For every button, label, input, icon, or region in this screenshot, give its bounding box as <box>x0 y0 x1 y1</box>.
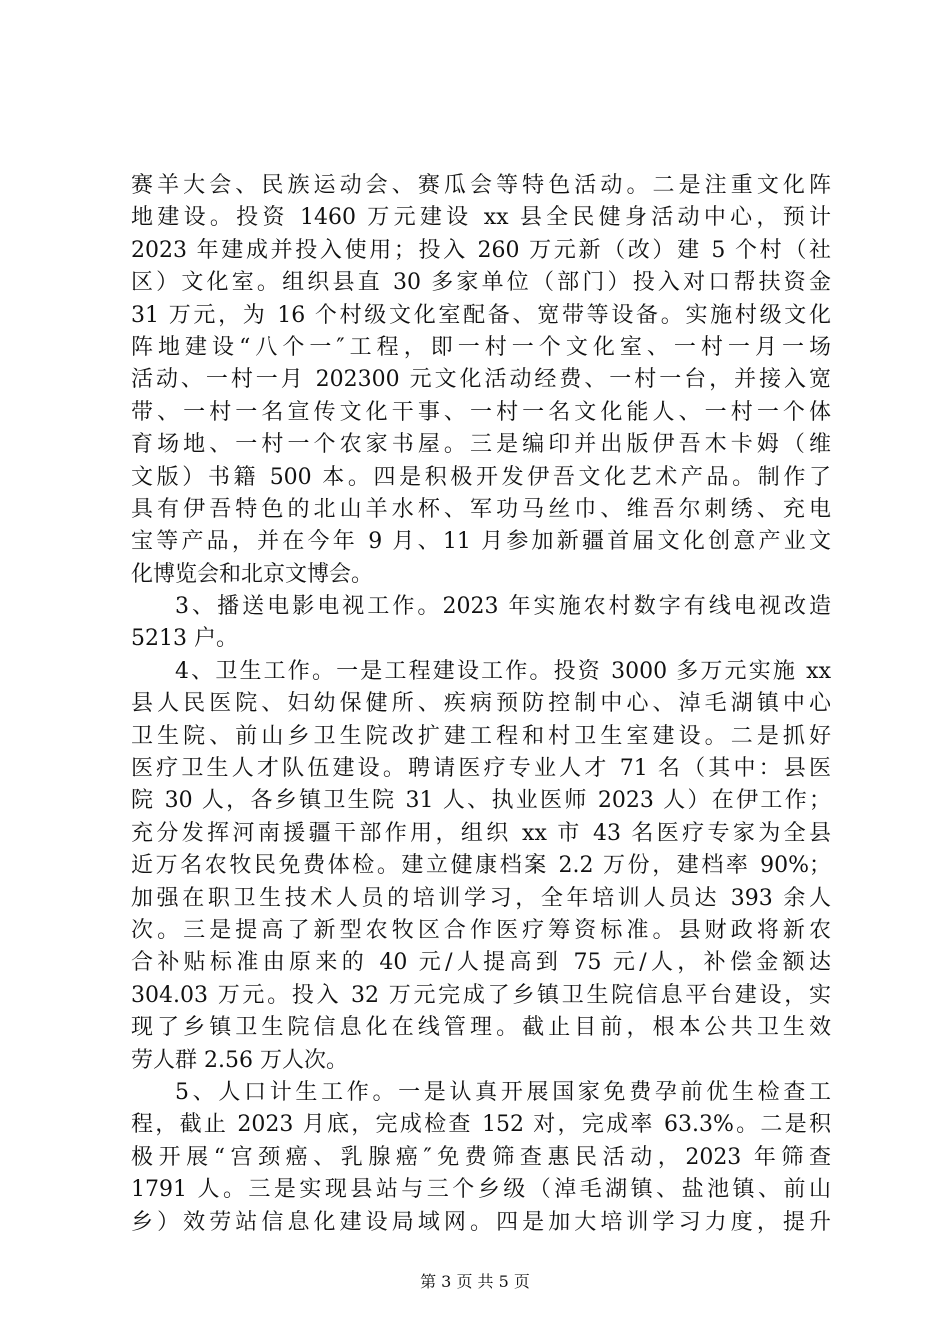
text-line: 合补贴标准由原来的 40 元/人提高到 75 元/人，补偿金额达 <box>131 950 831 976</box>
paragraph-start-line: 4、卫生工作。一是工程建设工作。投资 3000 多万元实施 xx <box>175 658 831 684</box>
text-line: 乡）效劳站信息化建设局域网。四是加大培训学习力度，提升 <box>131 1209 831 1235</box>
text-line: 2023 年建成并投入使用；投入 260 万元新（改）建 5 个村（社 <box>131 237 831 263</box>
text-line: 具有伊吾特色的北山羊水杯、军功马丝巾、维吾尔刺绣、充电 <box>131 496 831 522</box>
text-line: 近万名农牧民免费体检。建立健康档案 2.2 万份，建档率 90%； <box>131 853 831 879</box>
text-line: 区）文化室。组织县直 30 多家单位（部门）投入对口帮扶资金 <box>131 270 831 296</box>
text-line: 县人民医院、妇幼保健所、疾病预防控制中心、淖毛湖镇中心 <box>131 691 831 717</box>
text-line: 赛羊大会、民族运动会、赛瓜会等特色活动。二是注重文化阵 <box>131 173 831 198</box>
text-line: 阵地建设“八个一″工程，即一村一个文化室、一村一月一场 <box>131 334 831 360</box>
text-line: 卫生院、前山乡卫生院改扩建工程和村卫生室建设。二是抓好 <box>131 723 831 749</box>
text-line: 化博览会和北京文博会。 <box>131 561 374 587</box>
text-line: 次。三是提高了新型农牧区合作医疗筹资标准。县财政将新农 <box>131 917 831 943</box>
paragraph-start-line: 3、播送电影电视工作。2023 年实施农村数字有线电视改造 <box>175 594 831 620</box>
text-line: 院 30 人，各乡镇卫生院 31 人、执业医师 2023 人）在伊工作； <box>131 788 831 814</box>
text-line: 现了乡镇卫生院信息化在线管理。截止目前，根本公共卫生效 <box>131 1015 831 1041</box>
text-line: 活动、一村一月 202300 元文化活动经费、一村一台，并接入宽 <box>131 367 831 393</box>
text-line: 劳人群 2.56 万人次。 <box>131 1047 348 1073</box>
text-line: 31 万元，为 16 个村级文化室配备、宽带等设备。实施村级文化 <box>131 302 831 328</box>
text-line: 极开展“宫颈癌、乳腺癌″免费筛查惠民活动，2023 年筛查 <box>131 1144 831 1170</box>
text-line: 医疗卫生人才队伍建设。聘请医疗专业人才 71 名（其中：县医 <box>131 756 831 782</box>
text-line: 充分发挥河南援疆干部作用，组织 xx 市 43 名医疗专家为全县 <box>131 820 831 846</box>
text-line: 文版）书籍 500 本。四是积极开发伊吾文化艺术产品。制作了 <box>131 464 831 490</box>
text-line: 5213 户。 <box>131 626 238 652</box>
text-line: 加强在职卫生技术人员的培训学习，全年培训人员达 393 余人 <box>131 885 831 911</box>
text-line: 地建设。投资 1460 万元建设 xx 县全民健身活动中心，预计 <box>131 205 831 231</box>
text-line: 带、一村一名宣传文化干事、一村一名文化能人、一村一个体 <box>131 399 831 425</box>
text-line: 育场地、一村一个农家书屋。三是编印并出版伊吾木卡姆（维 <box>131 432 831 458</box>
text-line: 宝等产品，并在今年 9 月、11 月参加新疆首届文化创意产业文 <box>131 529 831 555</box>
text-line: 程，截止 2023 月底，完成检查 152 对，完成率 63.3%。二是积 <box>131 1112 831 1138</box>
paragraph-start-line: 5、人口计生工作。一是认真开展国家免费孕前优生检查工 <box>175 1079 831 1105</box>
text-line: 304.03 万元。投入 32 万元完成了乡镇卫生院信息平台建设，实 <box>131 982 831 1008</box>
body-text <box>131 170 831 1239</box>
text-line: 1791 人。三是实现县站与三个乡级（淖毛湖镇、盐池镇、前山 <box>131 1177 831 1203</box>
page-footer: 第 3 页 共 5 页 <box>420 1272 530 1291</box>
